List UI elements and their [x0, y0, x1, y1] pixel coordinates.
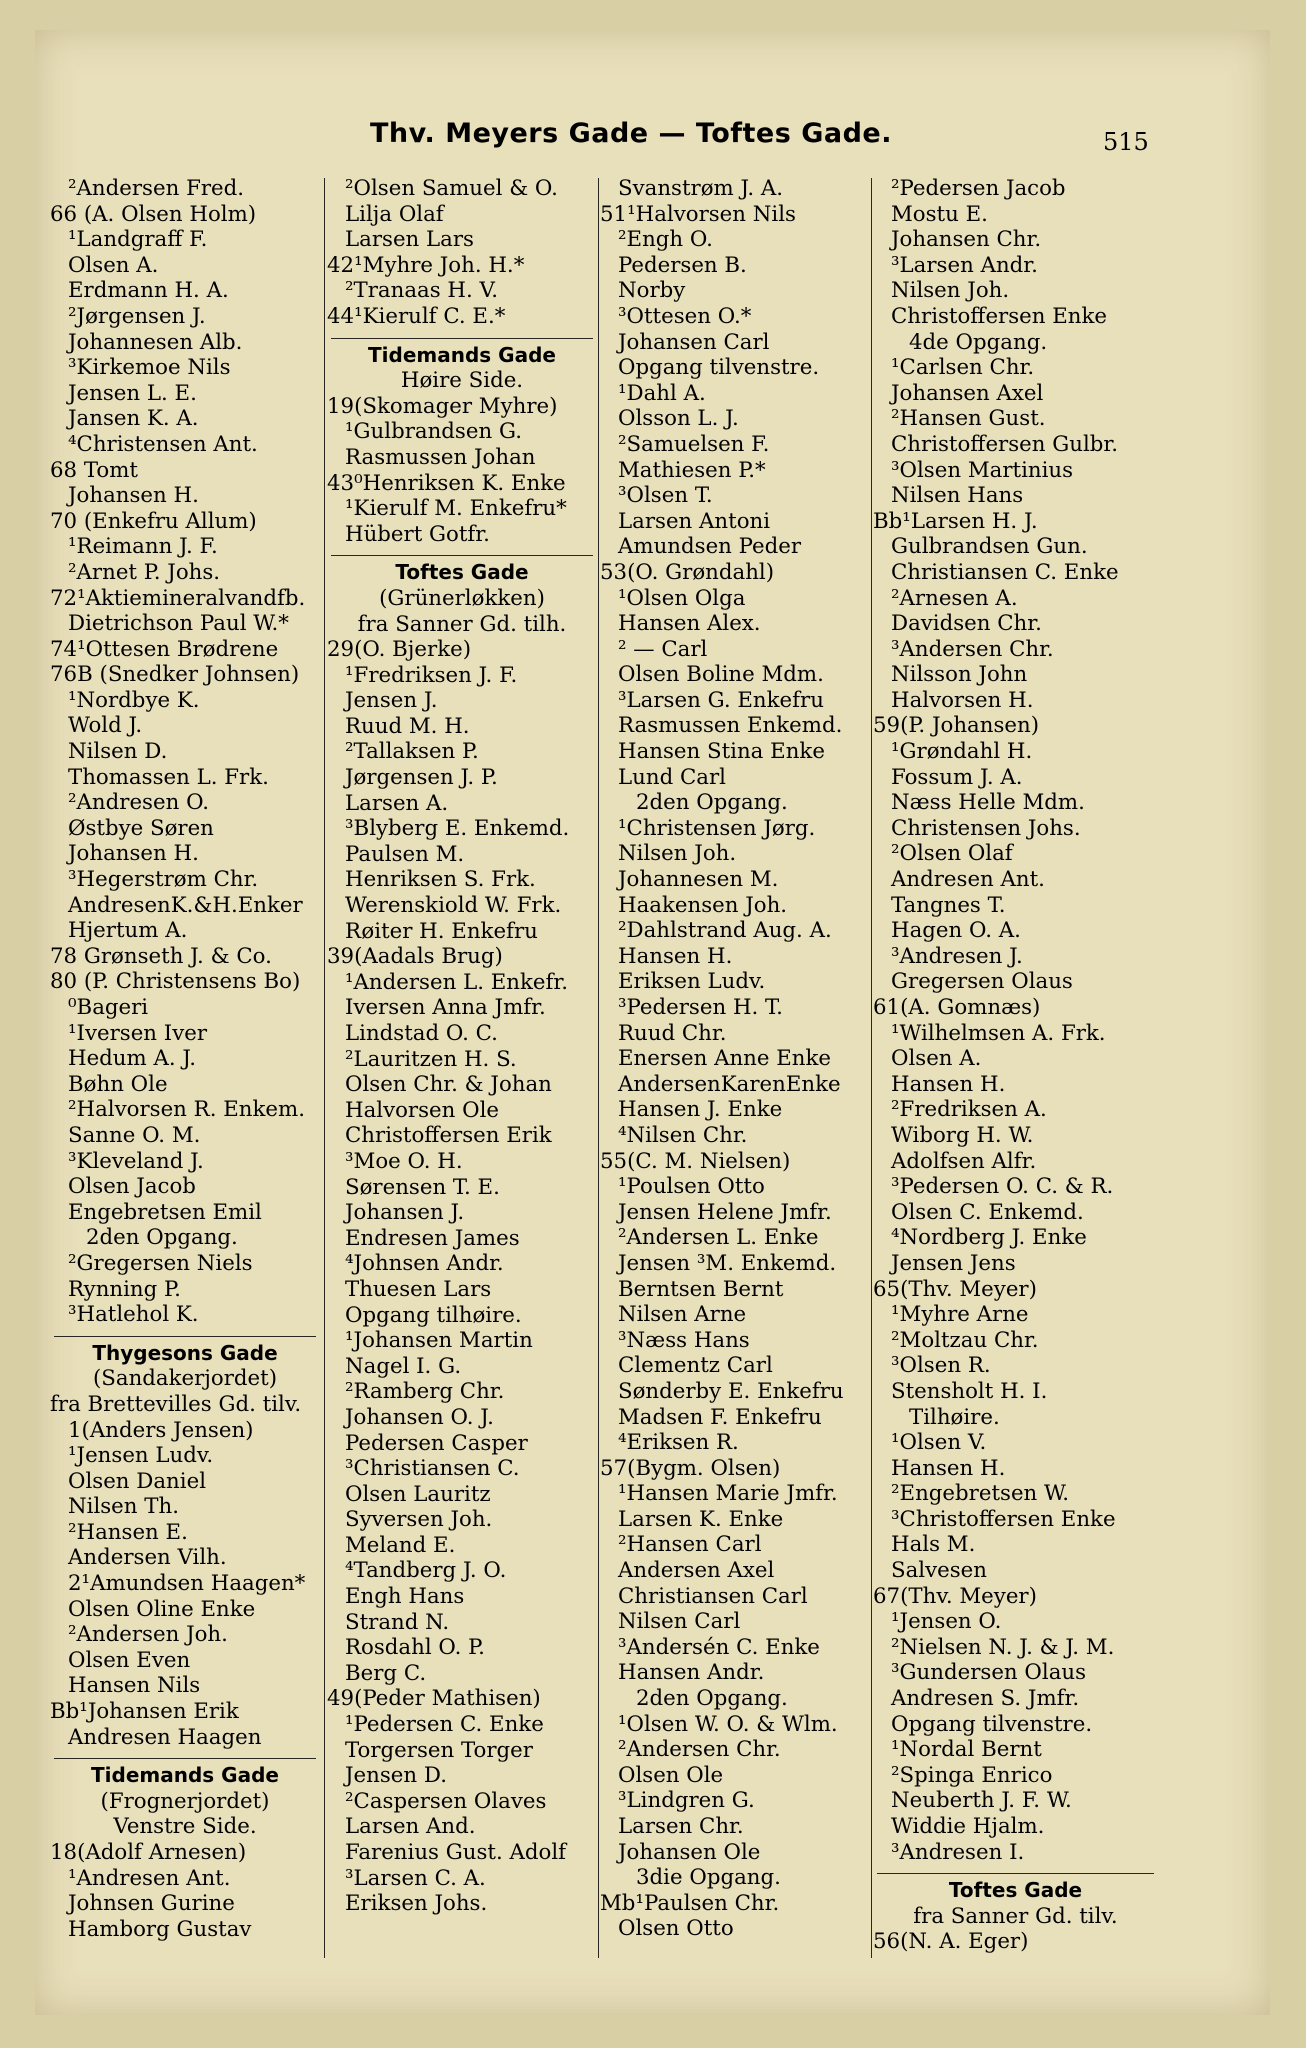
- directory-entry: ¹Wilhelmsen A. Frk.: [891, 1020, 1106, 1046]
- directory-entry: Iversen Anna Jmfr.: [345, 995, 546, 1021]
- directory-entry: Jensen D.: [345, 1763, 447, 1789]
- directory-entry: Mb¹Paulsen Chr.: [600, 1890, 780, 1916]
- directory-entry: ²Andersen Joh.: [68, 1622, 228, 1648]
- directory-entry: ²Ramberg Chr.: [345, 1379, 505, 1405]
- page-title: Thv. Meyers Gade — Toftes Gade.: [370, 118, 892, 149]
- directory-entry: Johansen J.: [345, 1200, 465, 1226]
- section-rule: [877, 1873, 1154, 1874]
- directory-entry: 3die Opgang.: [636, 1865, 781, 1891]
- directory-entry: Hansen Andr.: [618, 1660, 765, 1686]
- directory-entry: Wold J.: [68, 713, 143, 739]
- directory-entry: Bøhn Ole: [68, 1071, 168, 1097]
- directory-entry: Nilsen Carl: [618, 1609, 741, 1635]
- directory-entry: Olsen A.: [68, 252, 159, 278]
- directory-entry: Nilsen Joh.: [891, 278, 1010, 304]
- directory-entry: Nilsen D.: [68, 739, 168, 765]
- directory-entry: ²Arnesen A.: [891, 585, 1018, 611]
- directory-entry: 80 (P. Christensens Bo): [50, 969, 301, 995]
- directory-entry: Jensen Helene Jmfr.: [618, 1199, 832, 1225]
- directory-entry: Rosdahl O. P.: [345, 1635, 485, 1661]
- directory-entry: Farenius Gust. Adolf: [345, 1840, 567, 1865]
- directory-entry: Hansen H.: [891, 1455, 1006, 1481]
- directory-entry: ⁴Johnsen Andr.: [345, 1251, 504, 1277]
- column-divider: [324, 178, 325, 1958]
- directory-entry: Johansen Ole: [618, 1839, 761, 1865]
- directory-entry: ¹Johansen Martin: [345, 1328, 533, 1354]
- directory-entry: Sønderby E. Enkefru: [618, 1378, 844, 1404]
- directory-entry: Olsen Jacob: [68, 1174, 196, 1200]
- directory-entry: 61(A. Gomnæs): [873, 995, 1041, 1020]
- directory-entry: Salvesen: [891, 1558, 987, 1584]
- directory-entry: ¹Nordal Bernt: [891, 1737, 1042, 1763]
- directory-entry: ¹Fredriksen J. F.: [345, 662, 518, 688]
- directory-entry: ¹Christensen Jørg.: [618, 815, 816, 841]
- directory-entry: Meland E.: [345, 1532, 456, 1558]
- directory-entry: ¹Iversen Iver: [68, 1020, 208, 1046]
- directory-entry: Eriksen Johs.: [345, 1891, 488, 1917]
- directory-entry: ³Kleveland J.: [68, 1148, 204, 1174]
- directory-entry: (Sandakerjordet): [92, 1366, 278, 1392]
- directory-entry: ¹Myhre Arne: [891, 1302, 1029, 1328]
- directory-entry: ³Gundersen Olaus: [891, 1660, 1087, 1686]
- directory-entry: 53(O. Grøndahl): [600, 559, 775, 585]
- directory-entry: Olsen Lauritz: [345, 1481, 491, 1507]
- directory-entry: ³Pedersen H. T.: [618, 995, 783, 1020]
- directory-entry: 2den Opgang.: [636, 1686, 788, 1712]
- directory-entry: Lund Carl: [618, 764, 726, 790]
- directory-entry: ²Spinga Enrico: [891, 1762, 1053, 1788]
- directory-entry: ⁴Tandberg J. O.: [345, 1558, 507, 1584]
- directory-entry: ¹Carlsen Chr.: [891, 355, 1035, 381]
- directory-entry: Lindstad O. C.: [345, 1021, 498, 1046]
- directory-entry: 68 Tomt: [50, 457, 138, 483]
- directory-entry: ⁴Eriksen R.: [618, 1430, 739, 1456]
- directory-entry: Christoffersen Gulbr.: [891, 431, 1119, 457]
- directory-entry: ¹Gulbrandsen G.: [345, 419, 522, 445]
- directory-entry: Bb¹Larsen H. J.: [873, 508, 1038, 534]
- directory-entry: ²Fredriksen A.: [891, 1097, 1047, 1123]
- directory-entry: ³Olsen Martinius: [891, 457, 1074, 483]
- directory-entry: Christiansen C. Enke: [891, 559, 1119, 585]
- directory-entry: Venstre Side.: [113, 1814, 257, 1840]
- directory-entry: 59(P. Johansen): [873, 713, 1040, 739]
- directory-entry: ³Christoffersen Enke: [891, 1506, 1116, 1532]
- directory-entry: 39(Aadals Brug): [327, 944, 503, 970]
- street-heading: Toftes Gade: [395, 560, 529, 585]
- directory-entry: Andresen S. Jmfr.: [891, 1686, 1080, 1712]
- directory-entry: Andresen Ant.: [891, 867, 1045, 893]
- directory-entry: Wiborg H. W.: [891, 1122, 1034, 1148]
- directory-entry: 78 Grønseth J. & Co.: [50, 943, 272, 969]
- directory-entry: Rynning P.: [68, 1276, 181, 1302]
- directory-entry: ¹Landgraff F.: [68, 227, 208, 253]
- directory-entry: AndersenKarenEnke: [618, 1071, 841, 1097]
- directory-entry: ⁴Nilsen Chr.: [618, 1122, 748, 1148]
- directory-entry: 4de Opgang.: [909, 329, 1048, 355]
- directory-entry: ²Caspersen Olaves: [345, 1788, 547, 1814]
- directory-entry: Larsen K. Enke: [618, 1506, 784, 1532]
- directory-entry: ³Larsen C. A.: [345, 1865, 486, 1891]
- directory-entry: Hals M.: [891, 1532, 976, 1558]
- directory-entry: Jansen K. A.: [68, 406, 199, 432]
- directory-entry: Johannesen Alb.: [68, 329, 243, 355]
- directory-entry: 44¹Kierulf C. E.*: [327, 303, 506, 329]
- directory-entry: (Grünerløkken): [379, 585, 545, 611]
- directory-entry: fra Sanner Gd. tilv.: [913, 1903, 1118, 1929]
- street-heading: Tidemands Gade: [91, 1763, 279, 1788]
- directory-entry: Nilsen Hans: [891, 483, 1024, 509]
- directory-entry: Røiter H. Enkefru: [345, 918, 538, 944]
- directory-entry: (Frognerjordet): [100, 1788, 270, 1814]
- directory-entry: Widdie Hjalm.: [891, 1814, 1045, 1839]
- directory-entry: Amundsen Peder: [618, 534, 802, 560]
- directory-entry: Werenskiold W. Frk.: [345, 893, 562, 919]
- directory-entry: Engebretsen Emil: [68, 1199, 262, 1225]
- directory-entry: Gulbrandsen Gun.: [891, 534, 1088, 560]
- directory-entry: Berg C.: [345, 1660, 427, 1686]
- directory-entry: Henriksen S. Frk.: [345, 867, 536, 893]
- directory-entry: 43⁰Henriksen K. Enke: [327, 470, 566, 496]
- directory-entry: ³Næss Hans: [618, 1327, 750, 1353]
- directory-entry: AndresenK.&H.Enker: [68, 892, 303, 918]
- directory-entry: Hamborg Gustav: [68, 1916, 252, 1942]
- directory-entry: Davidsen Chr.: [891, 611, 1042, 637]
- directory-entry: ³Andersén C. Enke: [618, 1634, 820, 1660]
- directory-column-3: [600, 176, 870, 1942]
- directory-entry: Hagen O. A.: [891, 918, 1021, 944]
- directory-entry: Sanne O. M.: [68, 1122, 201, 1148]
- directory-entry: ³Olsen R.: [891, 1353, 991, 1379]
- directory-entry: ²Tranaas H. V.: [345, 278, 498, 304]
- directory-entry: ²Lauritzen H. S.: [345, 1046, 517, 1072]
- directory-entry: Opgang tilhøire.: [345, 1302, 522, 1328]
- directory-entry: Jensen J.: [345, 688, 438, 714]
- directory-entry: Tangnes T.: [891, 892, 1006, 918]
- directory-entry: 55(C. M. Nielsen): [600, 1148, 791, 1174]
- directory-entry: ²Tallaksen P.: [345, 739, 479, 765]
- directory-entry: Enersen Anne Enke: [618, 1046, 832, 1072]
- directory-entry: ²Hansen E.: [68, 1519, 188, 1545]
- directory-entry: Næss Helle Mdm.: [891, 790, 1085, 816]
- directory-entry: Christiansen Carl: [618, 1583, 808, 1609]
- directory-entry: ¹Olsen V.: [891, 1430, 987, 1456]
- directory-entry: Sørensen T. E.: [345, 1174, 500, 1200]
- directory-entry: Olsen Boline Mdm.: [618, 662, 824, 688]
- directory-entry: Hansen Stina Enke: [618, 739, 825, 765]
- directory-entry: Madsen F. Enkefru: [618, 1404, 822, 1430]
- directory-entry: Opgang tilvenstre.: [891, 1711, 1093, 1737]
- directory-entry: Andersen Axel: [618, 1558, 775, 1584]
- directory-entry: 72¹Aktiemineralvandfb.: [50, 585, 306, 611]
- directory-entry: Torgersen Torger: [345, 1737, 533, 1763]
- directory-entry: Nilsen Arne: [618, 1302, 747, 1328]
- directory-entry: ¹Olsen Olga: [618, 585, 746, 611]
- directory-entry: ²Jørgensen J.: [68, 303, 206, 329]
- directory-entry: Nagel I. G.: [345, 1353, 462, 1379]
- directory-entry: ¹Reimann J. F.: [68, 534, 218, 560]
- directory-entry: Johansen O. J.: [345, 1404, 494, 1430]
- section-rule: [54, 1758, 316, 1759]
- directory-entry: Ruud Chr.: [618, 1020, 727, 1046]
- directory-entry: ¹Pedersen C. Enke: [345, 1712, 544, 1738]
- directory-entry: ³Andresen I.: [891, 1839, 1025, 1865]
- directory-entry: ³Andresen J.: [891, 943, 1023, 969]
- directory-entry: ²Nielsen N. J. & J. M.: [891, 1634, 1115, 1660]
- directory-entry: Rasmussen Johan: [345, 444, 536, 470]
- directory-entry: ¹Grøndahl H.: [891, 739, 1033, 765]
- directory-entry: 70 (Enkefru Allum): [50, 508, 257, 534]
- directory-entry: ³Kirkemoe Nils: [68, 355, 231, 381]
- directory-entry: Clementz Carl: [618, 1353, 773, 1379]
- directory-entry: 66 (A. Olsen Holm): [50, 201, 257, 227]
- directory-entry: Larsen A.: [345, 790, 449, 816]
- directory-entry: Hansen H.: [618, 943, 733, 969]
- directory-entry: Rasmussen Enkemd.: [618, 713, 843, 739]
- directory-entry: ³Ottesen O.*: [618, 303, 752, 329]
- directory-entry: ¹Nordbye K.: [68, 687, 200, 713]
- directory-entry: Jensen ³M. Enkemd.: [618, 1250, 837, 1276]
- directory-entry: Syversen Joh.: [345, 1507, 493, 1533]
- directory-entry: ²Samuelsen F.: [618, 431, 770, 457]
- directory-entry: Pedersen Casper: [345, 1430, 528, 1456]
- directory-entry: Olsen Ole: [618, 1762, 724, 1788]
- column-divider: [598, 178, 599, 1958]
- directory-entry: ²Moltzau Chr.: [891, 1327, 1039, 1353]
- directory-entry: Hübert Gotfr.: [345, 521, 490, 547]
- directory-entry: Olsen Even: [68, 1647, 191, 1673]
- directory-entry: Fossum J. A.: [891, 764, 1023, 790]
- directory-entry: Opgang tilvenstre.: [618, 355, 820, 381]
- directory-entry: ²Halvorsen R. Enkem.: [68, 1097, 305, 1123]
- directory-entry: Johansen Chr.: [891, 227, 1042, 253]
- directory-entry: Lilja Olaf: [345, 201, 444, 227]
- directory-entry: ³Blyberg E. Enkemd.: [345, 816, 570, 842]
- directory-entry: Eriksen Ludv.: [618, 969, 766, 995]
- directory-entry: ²Dahlstrand Aug. A.: [618, 918, 832, 944]
- directory-entry: ³Pedersen O. C. & R.: [891, 1174, 1114, 1200]
- directory-entry: ²Olsen Olaf: [891, 841, 1013, 867]
- directory-entry: Hjertum A.: [68, 918, 188, 944]
- directory-entry: ²Hansen Carl: [618, 1532, 762, 1558]
- directory-entry: 56(N. A. Eger): [873, 1929, 1029, 1955]
- directory-entry: Johansen H.: [68, 841, 199, 867]
- directory-entry: ²Gregersen Niels: [68, 1250, 253, 1276]
- directory-entry: Olsen Oline Enke: [68, 1596, 256, 1622]
- directory-entry: Olsen C. Enkemd.: [891, 1199, 1084, 1225]
- directory-entry: ³Hatlehol K.: [68, 1302, 199, 1328]
- directory-entry: Gregersen Olaus: [891, 969, 1073, 995]
- directory-entry: Jensen Jens: [891, 1250, 1016, 1276]
- directory-entry: ¹Olsen W. O. & Wlm.: [618, 1711, 838, 1737]
- directory-entry: ³Christiansen C.: [345, 1456, 520, 1482]
- directory-entry: Svanstrøm J. A.: [618, 176, 784, 201]
- directory-entry: ¹Kierulf M. Enkefru*: [345, 496, 567, 522]
- directory-column-1: [50, 176, 320, 1942]
- directory-entry: 2den Opgang.: [636, 790, 788, 816]
- directory-entry: Nilsen Th.: [68, 1494, 179, 1520]
- directory-entry: Nilsson John: [891, 662, 1028, 688]
- directory-entry: Nilsen Joh.: [618, 841, 737, 867]
- directory-entry: 67(Thv. Meyer): [873, 1583, 1037, 1609]
- directory-entry: ⁰Bageri: [68, 995, 149, 1020]
- directory-entry: 19(Skomager Myhre): [327, 393, 558, 419]
- directory-entry: Olsson L. J.: [618, 406, 739, 432]
- directory-column-4: [873, 176, 1158, 1955]
- directory-entry: Halvorsen Ole: [345, 1097, 500, 1123]
- directory-entry: Mostu E.: [891, 201, 988, 227]
- directory-entry: ³Larsen G. Enkefru: [618, 687, 824, 713]
- directory-entry: Neuberth J. F. W.: [891, 1788, 1072, 1814]
- directory-entry: Pedersen B.: [618, 252, 747, 278]
- directory-entry: ³Andersen Chr.: [891, 636, 1054, 662]
- directory-entry: Christensen Johs.: [891, 815, 1081, 841]
- directory-entry: Hansen H.: [891, 1071, 1006, 1097]
- directory-entry: Stensholt H. I.: [891, 1378, 1048, 1404]
- directory-entry: 1(Anders Jensen): [68, 1417, 254, 1443]
- section-rule: [331, 555, 593, 556]
- directory-entry: Johannesen M.: [618, 867, 779, 893]
- directory-entry: Bb¹Johansen Erik: [50, 1699, 239, 1725]
- directory-entry: Andersen Vilh.: [68, 1545, 227, 1571]
- street-heading: Toftes Gade: [948, 1878, 1083, 1903]
- directory-entry: 57(Bygm. Olsen): [600, 1455, 781, 1481]
- directory-entry: ¹Hansen Marie Jmfr.: [618, 1481, 838, 1507]
- directory-entry: ²Engh O.: [618, 227, 713, 253]
- directory-entry: Halvorsen H.: [891, 687, 1034, 713]
- directory-entry: 29(O. Bjerke): [327, 637, 472, 663]
- directory-column-2: [327, 176, 597, 1917]
- directory-entry: Larsen And.: [345, 1814, 476, 1840]
- directory-entry: ¹Poulsen Otto: [618, 1174, 765, 1200]
- directory-entry: Olsen Chr. & Johan: [345, 1072, 552, 1098]
- directory-entry: Endresen James: [345, 1225, 520, 1251]
- directory-entry: fra Brettevilles Gd. tilv.: [50, 1391, 302, 1417]
- directory-entry: ²Pedersen Jacob: [891, 176, 1066, 201]
- directory-entry: ¹Andresen Ant.: [68, 1865, 231, 1891]
- directory-entry: ² — Carl: [618, 636, 708, 662]
- directory-entry: Christoffersen Enke: [891, 303, 1108, 329]
- directory-entry: Thuesen Lars: [345, 1276, 492, 1302]
- directory-entry: Hedum A. J.: [68, 1046, 197, 1072]
- directory-entry: Høire Side.: [400, 368, 524, 394]
- directory-entry: Strand N.: [345, 1609, 450, 1635]
- directory-entry: ³Lindgren G.: [618, 1788, 755, 1814]
- directory-entry: 2¹Amundsen Haagen*: [68, 1571, 306, 1597]
- directory-entry: Tilhøire.: [909, 1404, 1000, 1430]
- directory-entry: 65(Thv. Meyer): [873, 1276, 1037, 1302]
- directory-entry: Larsen Lars: [345, 227, 474, 253]
- directory-entry: ²Andersen Chr.: [618, 1737, 781, 1763]
- directory-entry: ²Arnet P. Johs.: [68, 559, 221, 585]
- directory-entry: Johnsen Gurine: [68, 1891, 235, 1917]
- directory-entry: ⁴Nordberg J. Enke: [891, 1225, 1087, 1251]
- directory-entry: 42¹Myhre Joh. H.*: [327, 252, 525, 278]
- directory-entry: Larsen Chr.: [618, 1814, 744, 1839]
- directory-entry: ³Larsen Andr.: [891, 252, 1038, 278]
- directory-entry: ⁴Christensen Ant.: [68, 431, 258, 457]
- directory-entry: 2den Opgang.: [86, 1225, 238, 1251]
- page-number: 515: [1103, 128, 1149, 156]
- section-rule: [54, 1336, 316, 1337]
- directory-entry: Olsen Otto: [618, 1916, 734, 1942]
- directory-entry: Hansen J. Enke: [618, 1097, 783, 1123]
- directory-entry: Ruud M. H.: [345, 713, 470, 739]
- directory-entry: Hansen Alex.: [618, 611, 761, 637]
- street-heading: Tidemands Gade: [368, 342, 556, 367]
- directory-entry: Jensen L. E.: [68, 380, 197, 406]
- directory-entry: ³Olsen T.: [618, 483, 713, 509]
- directory-entry: ²Olsen Samuel & O.: [345, 176, 558, 201]
- directory-entry: Hansen Nils: [68, 1673, 201, 1699]
- directory-entry: Adolfsen Alfr.: [891, 1148, 1037, 1174]
- directory-entry: Johansen H.: [68, 483, 199, 509]
- directory-entry: Mathiesen P.*: [618, 457, 766, 483]
- directory-entry: Erdmann H. A.: [68, 278, 229, 304]
- directory-entry: 49(Peder Mathisen): [327, 1686, 541, 1712]
- directory-entry: Engh Hans: [345, 1584, 465, 1610]
- directory-entry: ²Engebretsen W.: [891, 1481, 1069, 1507]
- directory-entry: ³Hegerstrøm Chr.: [68, 867, 259, 893]
- directory-entry: 74¹Ottesen Brødrene: [50, 636, 279, 662]
- directory-entry: ²Hansen Gust.: [891, 406, 1046, 432]
- directory-entry: ¹Andersen L. Enkefr.: [345, 969, 569, 995]
- directory-entry: Andresen Haagen: [68, 1724, 262, 1750]
- directory-entry: Østbye Søren: [68, 815, 214, 841]
- directory-entry: ³Moe O. H.: [345, 1148, 463, 1174]
- directory-entry: Johansen Axel: [891, 380, 1044, 406]
- directory-entry: ¹Dahl A.: [618, 380, 706, 406]
- directory-entry: Thomassen L. Frk.: [68, 764, 269, 790]
- directory-entry: ²Andersen Fred.: [68, 176, 245, 201]
- directory-entry: Olsen Daniel: [68, 1468, 207, 1494]
- directory-entry: 76B (Snedker Johnsen): [50, 662, 300, 688]
- directory-entry: ²Andresen O.: [68, 790, 210, 816]
- directory-entry: Johansen Carl: [618, 329, 770, 355]
- directory-entry: fra Sanner Gd. tilh.: [357, 611, 567, 637]
- directory-entry: Olsen A.: [891, 1046, 982, 1072]
- directory-entry: ¹Jensen Ludv.: [68, 1443, 214, 1469]
- street-heading: Thygesons Gade: [92, 1340, 278, 1365]
- directory-entry: Paulsen M.: [345, 841, 465, 867]
- directory-entry: 51¹Halvorsen Nils: [600, 201, 796, 227]
- directory-entry: Haakensen Joh.: [618, 892, 788, 918]
- section-rule: [331, 338, 593, 339]
- directory-entry: Christoffersen Erik: [345, 1123, 552, 1149]
- directory-entry: ¹Jensen O.: [891, 1609, 1002, 1635]
- column-divider: [871, 178, 872, 1958]
- directory-entry: Dietrichson Paul W.*: [68, 611, 289, 637]
- directory-entry: Berntsen Bernt: [618, 1276, 784, 1302]
- directory-entry: Larsen Antoni: [618, 508, 771, 534]
- directory-entry: 18(Adolf Arnesen): [50, 1840, 247, 1865]
- directory-entry: Norby: [618, 278, 686, 304]
- directory-entry: ²Andersen L. Enke: [618, 1225, 819, 1251]
- directory-entry: Jørgensen J. P.: [345, 765, 498, 791]
